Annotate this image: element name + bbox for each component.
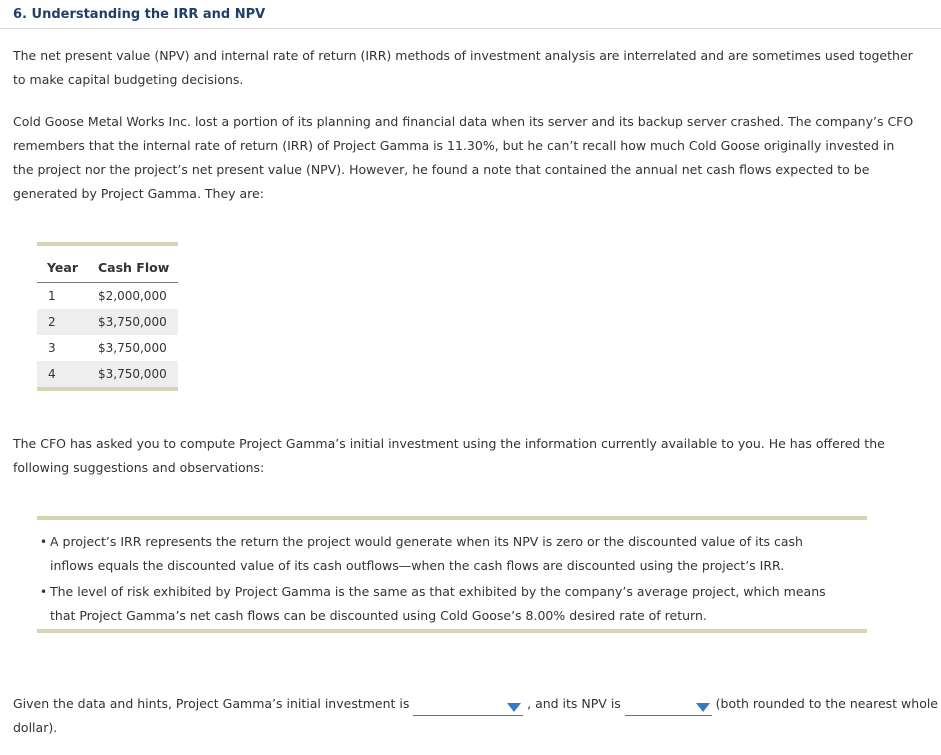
- table-row: [37, 335, 178, 361]
- hints-box: [37, 516, 867, 633]
- table-header-row: [37, 244, 178, 283]
- year-cell: 3: [48, 341, 56, 355]
- year-cell: 4: [37, 361, 98, 389]
- answer-prefix: Given the data and hints, Project Gamma’s initial investment is: [13, 696, 410, 711]
- bullet-icon: •: [40, 535, 48, 549]
- cash-flow-cell: $3,750,000: [98, 309, 178, 335]
- answer-middle: , and its NPV is: [527, 696, 621, 711]
- cash-flow-cell: $3,750,000: [98, 341, 167, 355]
- hint-text: The level of risk exhibited by Project Gamma is the same as that exhibited by the company’s average project, which means that Project Gamma’s net cash flows can be discounted using Cold Goose’s 8.00% desired rate of return.: [50, 584, 826, 623]
- initial-investment-dropdown[interactable]: [413, 696, 523, 716]
- year-cell: 1: [48, 289, 56, 303]
- page-title: 6. Understanding the IRR and NPV: [13, 7, 266, 22]
- answer-suffix: (both rounded to the nearest whole: [715, 696, 938, 711]
- answer-sentence: [13, 692, 938, 740]
- cash-flow-cell: $3,750,000: [98, 361, 178, 389]
- scenario-paragraph: Cold Goose Metal Works Inc. lost a portion of its planning and financial data when its server and its backup server crashed. The company’s CFO remembers that the internal rate of return (IRR) of Project Gamma is 11.30%, but he can’t recall how much Cold Goose originally invested in the project nor the project’s net present value (NPV). However, he found a note that contained the annual net cash flows expected to be generated by Project Gamma. They are:: [13, 114, 914, 201]
- table-row: [37, 309, 178, 335]
- hint-item: [37, 580, 837, 628]
- answer-continuation: dollar).: [13, 720, 58, 735]
- npv-dropdown[interactable]: [625, 696, 712, 716]
- request-paragraph: The CFO has asked you to compute Project Gamma’s initial investment using the information currently available to you. He has offered the following suggestions and observations:: [13, 436, 885, 475]
- hint-text: A project’s IRR represents the return the project would generate when its NPV is zero or the discounted value of its cash inflows equals the discounted value of its cash outflows—when the cash flows are discounted using the project’s IRR.: [50, 534, 803, 573]
- cash-flow-header: Cash Flow: [98, 244, 178, 283]
- bullet-icon: •: [40, 585, 48, 599]
- cash-flow-cell: $2,000,000: [98, 289, 167, 303]
- table-row: [37, 361, 178, 389]
- chevron-down-icon[interactable]: [507, 703, 521, 712]
- table-row: [37, 283, 178, 310]
- intro-paragraph: The net present value (NPV) and internal rate of return (IRR) methods of investment analysis are interrelated and are sometimes used together to make capital budgeting decisions.: [13, 48, 913, 87]
- title-divider: [0, 28, 941, 29]
- year-header: Year: [37, 244, 98, 283]
- cash-flow-table: [37, 242, 178, 391]
- hints-list: [37, 530, 837, 630]
- chevron-down-icon[interactable]: [696, 703, 710, 712]
- hint-item: [37, 530, 837, 578]
- year-cell: 2: [37, 309, 98, 335]
